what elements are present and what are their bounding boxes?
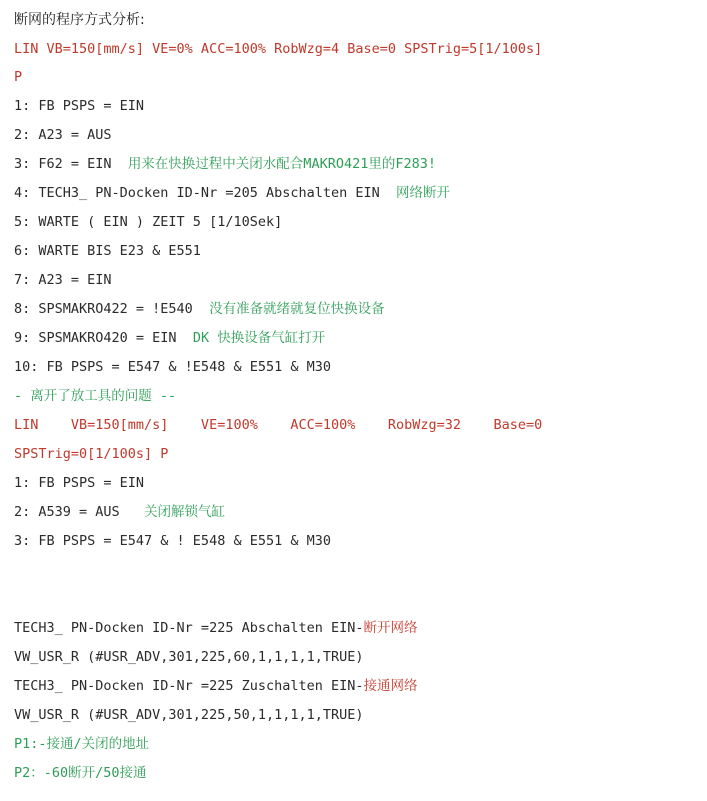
command-comment: 接通网络 bbox=[363, 678, 418, 694]
step-comment: DK 快换设备气缸打开 bbox=[192, 330, 326, 346]
param-note-p1: P1:-接通/关闭的地址 bbox=[14, 736, 150, 752]
network-command bbox=[14, 676, 418, 696]
command-code: VW_USR_R (#USR_ADV,301,225,60,1,1,1,1,TRUE) bbox=[14, 649, 364, 665]
step-code: 1: FB PSPS = EIN bbox=[14, 475, 145, 491]
step-code: 1: FB PSPS = EIN bbox=[14, 98, 145, 114]
network-command bbox=[14, 647, 364, 667]
step-code: 10: FB PSPS = E547 & !E548 & E551 & M30 bbox=[14, 359, 331, 375]
step-comment: 用来在快换过程中关闭水配合MAKRO421里的F283! bbox=[127, 156, 436, 172]
page-title: 断网的程序方式分析: bbox=[14, 12, 145, 28]
network-command bbox=[14, 705, 364, 725]
step-line bbox=[14, 328, 325, 348]
step-code: 8: SPSMAKRO422 = !E540 bbox=[14, 301, 193, 317]
step-line bbox=[14, 154, 436, 174]
step-code: 2: A23 = AUS bbox=[14, 127, 112, 143]
step-line bbox=[14, 357, 331, 377]
step-comment: 关闭解锁气缸 bbox=[144, 504, 226, 520]
command-comment: 断开网络 bbox=[363, 620, 418, 636]
step-line bbox=[14, 299, 385, 319]
step-line bbox=[14, 96, 144, 116]
section-divider: - 离开了放工具的问题 -- bbox=[14, 388, 177, 404]
step-code: 3: FB PSPS = E547 & ! E548 & E551 & M30 bbox=[14, 533, 331, 549]
step-code: 3: F62 = EIN bbox=[14, 156, 112, 172]
step-line bbox=[14, 212, 282, 232]
param-note-p2: P2：-60断开/50接通 bbox=[14, 765, 147, 781]
step-line bbox=[14, 270, 112, 290]
step-comment: 没有准备就绪就复位快换设备 bbox=[209, 301, 385, 317]
lin-command-1: LIN VB=150[mm/s] VE=0% ACC=100% RobWzg=4 Base=0 SPSTrig=5[1/100s] bbox=[14, 41, 543, 57]
step-code: 2: A539 = AUS bbox=[14, 504, 120, 520]
step-line bbox=[14, 183, 450, 203]
step-line bbox=[14, 125, 112, 145]
step-line bbox=[14, 473, 144, 493]
p-flag-1: P bbox=[14, 69, 23, 85]
step-line bbox=[14, 502, 225, 522]
step-comment: 网络断开 bbox=[396, 185, 451, 201]
lin-command-2: LIN VB=150[mm/s] VE=100% ACC=100% RobWzg=32 Base=0 bbox=[14, 417, 543, 433]
step-line bbox=[14, 241, 201, 261]
command-code: TECH3_ PN-Docken ID-Nr =225 Abschalten EIN- bbox=[14, 620, 364, 636]
command-code: VW_USR_R (#USR_ADV,301,225,50,1,1,1,1,TRUE) bbox=[14, 707, 364, 723]
step-code: 9: SPSMAKRO420 = EIN bbox=[14, 330, 177, 346]
command-code: TECH3_ PN-Docken ID-Nr =225 Zuschalten EIN- bbox=[14, 678, 364, 694]
step-line bbox=[14, 531, 331, 551]
network-command bbox=[14, 618, 418, 638]
step-code: 7: A23 = EIN bbox=[14, 272, 112, 288]
step-code: 5: WARTE ( EIN ) ZEIT 5 [1/10Sek] bbox=[14, 214, 283, 230]
step-code: 4: TECH3_ PN-Docken ID-Nr =205 Abschalten EIN bbox=[14, 185, 380, 201]
spstrig-line: SPSTrig=0[1/100s] P bbox=[14, 446, 169, 462]
step-code: 6: WARTE BIS E23 & E551 bbox=[14, 243, 201, 259]
